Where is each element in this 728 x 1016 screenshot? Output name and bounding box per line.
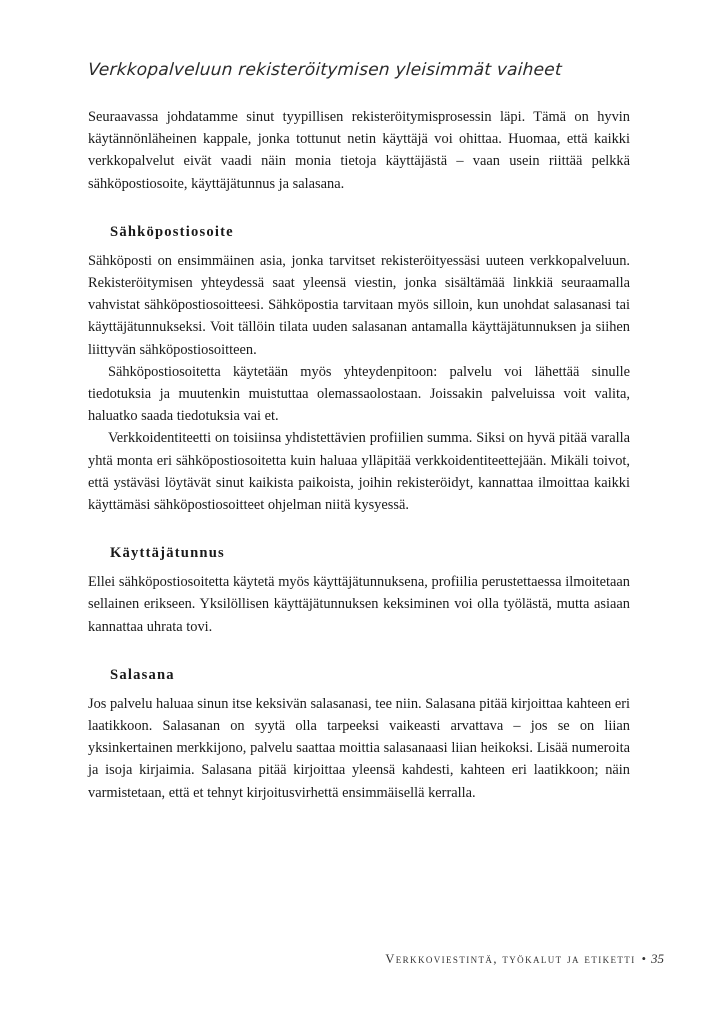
page-body (88, 60, 630, 804)
username-paragraph-1: Ellei sähköpostiosoitetta käytetä myös käyttäjätunnuksena, profiilia perustettaessa ilmoitetaan sellainen erikseen. Yksilöllisen käyttäjätunnuksen keksiminen voi olla työlästä, mutta asiaan kannattaa uhrata tovi. (88, 574, 630, 635)
email-paragraph-2: Sähköpostiosoitetta käytetään myös yhteydenpitoon: palvelu voi lähettää sinulle tiedotuksia ja muutenkin muistuttaa olemassaolostaan. Joissakin palveluissa voit valita, haluatko saada tiedotuksia vai et. (88, 363, 630, 425)
email-paragraph-1: Sähköposti on ensimmäinen asia, jonka tarvitset rekisteröityessäsi uuteen verkkopalveluun. Rekisteröitymisen yhteydessä saat yleensä viestin, jonka sisältämää linkkiä seuraamalla vahvistat sähköpostiosoitteesi. Sähköpostia tarvitaan myös silloin, kun unohdat salasanasi tai käyttäjätunnukseksi. Voit tällöin tilata uuden salasanan antamalla käyttäjätunnuksen ja siihen liittyvän sähköpostiosoitteen. (88, 252, 630, 358)
password-paragraph-1: Jos palvelu haluaa sinun itse keksivän salasanasi, tee niin. Salasana pitää kirjoittaa kahteen eri laatikkoon. Salasanan on syytä olla tarpeeksi vaikeasti arvattava – jos se on liian yksinkertainen merkkijono, palvelu saattaa moittia salasanaasi liian heikoksi. Lisää numeroita ja isoja kirjaimia. Salasana pitää kirjoittaa yleensä kahdesti, kahteen eri laatikkoon; näin varmistetaan, että et tehnyt kirjoitusvirhettä ensimmäisellä kerralla. (88, 695, 630, 801)
email-paragraph-3: Verkkoidentiteetti on toisiinsa yhdistettävien profiilien summa. Siksi on hyvä pitää varalla yhtä monta eri sähköpostiosoitetta kuin haluaa ylläpitää verkkoidentiteettejään. Mikäli toivot, että ystäväsi löytävät sinut kaikista paikoista, joihin rekisteröidyt, kannattaa ilmoittaa kaikki käyttämäsi sähköpostiosoitteet ohjelman niitä kysyessä. (88, 430, 630, 514)
section-heading-password: Salasana (110, 666, 175, 683)
intro-paragraph: Seuraavassa johdatamme sinut tyypillisen rekisteröitymisprosessin läpi. Tämä on hyvin käytännönläheinen kappale, jonka tottunut netin käyttäjä voi ohittaa. Huomaa, että kaikki verkkopalvelut eivät vaadi näin monia tietoja käyttäjästä – vaan usein riittää pelkkä sähköpostiosoite, käyttäjätunnus ja salasana. (88, 109, 630, 192)
page-number: 35 (651, 951, 664, 966)
section-heading-username: Käyttäjätunnus (110, 545, 225, 562)
page-footer (385, 951, 664, 967)
running-title: Verkkoviestintä, työkalut ja etiketti (385, 952, 636, 966)
bullet-separator: • (641, 952, 646, 966)
chapter-title: Verkkopalveluun rekisteröitymisen yleisimmät vaiheet (87, 60, 563, 80)
section-heading-email: Sähköpostiosoite (110, 223, 234, 240)
